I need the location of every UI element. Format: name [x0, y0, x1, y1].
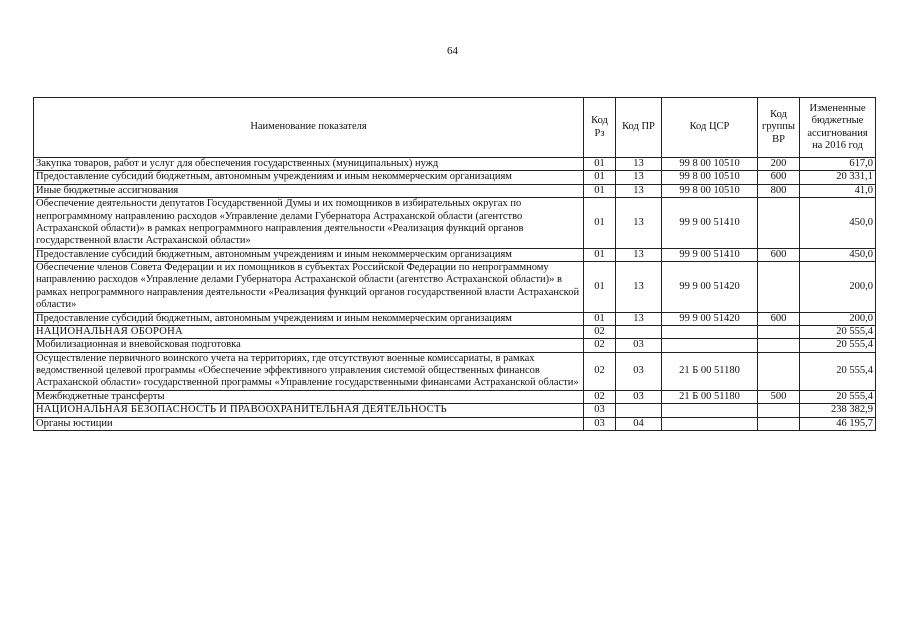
- cell-rz: 02: [584, 339, 616, 352]
- cell-rz: 02: [584, 352, 616, 390]
- cell-pr: 03: [616, 390, 662, 403]
- cell-rz: 02: [584, 325, 616, 338]
- table-row: [34, 417, 876, 430]
- cell-name: Предоставление субсидий бюджетным, автономным учреждениям и иным некоммерческим организациям: [34, 171, 584, 184]
- cell-vr: [758, 339, 800, 352]
- cell-amount: 20 555,4: [800, 339, 876, 352]
- cell-csr: 99 9 00 51410: [662, 198, 758, 249]
- cell-vr: 800: [758, 184, 800, 197]
- page-number: 64: [447, 45, 458, 57]
- cell-rz: 01: [584, 198, 616, 249]
- cell-vr: 600: [758, 312, 800, 325]
- cell-rz: 03: [584, 404, 616, 417]
- cell-amount: 238 382,9: [800, 404, 876, 417]
- cell-amount: 450,0: [800, 248, 876, 261]
- cell-name: НАЦИОНАЛЬНАЯ БЕЗОПАСНОСТЬ И ПРАВООХРАНИТЕЛЬНАЯ ДЕЯТЕЛЬНОСТЬ: [34, 404, 584, 417]
- cell-vr: [758, 198, 800, 249]
- cell-amount: 20 555,4: [800, 352, 876, 390]
- table-row: [34, 339, 876, 352]
- table-row: [34, 404, 876, 417]
- cell-pr: 13: [616, 158, 662, 171]
- cell-csr: 99 9 00 51420: [662, 312, 758, 325]
- cell-vr: [758, 352, 800, 390]
- cell-vr: 600: [758, 248, 800, 261]
- cell-csr: 21 Б 00 51180: [662, 390, 758, 403]
- cell-name: Закупка товаров, работ и услуг для обеспечения государственных (муниципальных) нужд: [34, 158, 584, 171]
- cell-amount: 41,0: [800, 184, 876, 197]
- table-row: [34, 352, 876, 390]
- cell-rz: 02: [584, 390, 616, 403]
- cell-csr: 99 8 00 10510: [662, 184, 758, 197]
- cell-csr: 21 Б 00 51180: [662, 352, 758, 390]
- cell-pr: 04: [616, 417, 662, 430]
- cell-amount: 450,0: [800, 198, 876, 249]
- cell-amount: 20 555,4: [800, 325, 876, 338]
- table-row: [34, 390, 876, 403]
- cell-csr: [662, 325, 758, 338]
- cell-vr: 500: [758, 390, 800, 403]
- cell-vr: [758, 417, 800, 430]
- cell-pr: 13: [616, 198, 662, 249]
- table-row: [34, 198, 876, 249]
- cell-rz: 01: [584, 158, 616, 171]
- cell-amount: 20 555,4: [800, 390, 876, 403]
- cell-pr: 03: [616, 352, 662, 390]
- cell-vr: [758, 262, 800, 313]
- cell-csr: [662, 339, 758, 352]
- cell-csr: [662, 404, 758, 417]
- table-row: [34, 184, 876, 197]
- cell-pr: [616, 325, 662, 338]
- cell-vr: [758, 404, 800, 417]
- table-body: [34, 158, 876, 431]
- header-rz: Код Рз: [584, 98, 616, 158]
- cell-rz: 01: [584, 312, 616, 325]
- cell-name: Иные бюджетные ассигнования: [34, 184, 584, 197]
- cell-amount: 20 331,1: [800, 171, 876, 184]
- cell-name: Осуществление первичного воинского учета на территориях, где отсутствуют военные комиссариаты, в рамках ведомственной целевой программы «Обеспечение эффективного управления системой общественных финансов Астраханской области» государственной программы «Управление государственными финансами Астраханской области»: [34, 352, 584, 390]
- header-vr: Код группы ВР: [758, 98, 800, 158]
- cell-vr: 600: [758, 171, 800, 184]
- cell-name: Обеспечение членов Совета Федерации и их помощников в субъектах Российской Федерации по непрограммному направлению расходов «Управление делами Губернатора Астраханской области (агентство Астраханской области)» в рамках непрограммного направления деятельности «Реализация функций органов государственной власти Астраханской области»: [34, 262, 584, 313]
- cell-csr: 99 8 00 10510: [662, 158, 758, 171]
- cell-vr: [758, 325, 800, 338]
- cell-name: Предоставление субсидий бюджетным, автономным учреждениям и иным некоммерческим организациям: [34, 312, 584, 325]
- table-row: [34, 312, 876, 325]
- cell-name: Мобилизационная и вневойсковая подготовка: [34, 339, 584, 352]
- cell-amount: 617,0: [800, 158, 876, 171]
- cell-csr: [662, 417, 758, 430]
- cell-pr: 13: [616, 248, 662, 261]
- header-amount: Измененные бюджетные ассигнования на 2016 год: [800, 98, 876, 158]
- cell-name: Обеспечение деятельности депутатов Государственной Думы и их помощников в избирательных округах по непрограммному направлению расходов «Управление делами Губернатора Астраханской области (агентство Астраханской области)» в рамках непрограммного направления деятельности «Реализация функций органов государственной власти Астраханской области»: [34, 198, 584, 249]
- table-row: [34, 158, 876, 171]
- table-row: [34, 171, 876, 184]
- cell-rz: 01: [584, 248, 616, 261]
- cell-csr: 99 9 00 51420: [662, 262, 758, 313]
- table-row: [34, 262, 876, 313]
- budget-table: [33, 97, 876, 431]
- cell-csr: 99 8 00 10510: [662, 171, 758, 184]
- header-csr: Код ЦСР: [662, 98, 758, 158]
- cell-pr: 13: [616, 171, 662, 184]
- cell-amount: 200,0: [800, 262, 876, 313]
- cell-pr: 13: [616, 184, 662, 197]
- cell-rz: 03: [584, 417, 616, 430]
- cell-name: Органы юстиции: [34, 417, 584, 430]
- table-header-row: [34, 98, 876, 158]
- cell-rz: 01: [584, 171, 616, 184]
- cell-name: Предоставление субсидий бюджетным, автономным учреждениям и иным некоммерческим организациям: [34, 248, 584, 261]
- cell-pr: 13: [616, 312, 662, 325]
- cell-pr: 03: [616, 339, 662, 352]
- cell-rz: 01: [584, 184, 616, 197]
- cell-name: Межбюджетные трансферты: [34, 390, 584, 403]
- cell-pr: [616, 404, 662, 417]
- table-row: [34, 248, 876, 261]
- cell-rz: 01: [584, 262, 616, 313]
- cell-csr: 99 9 00 51410: [662, 248, 758, 261]
- cell-amount: 46 195,7: [800, 417, 876, 430]
- cell-amount: 200,0: [800, 312, 876, 325]
- header-pr: Код ПР: [616, 98, 662, 158]
- cell-pr: 13: [616, 262, 662, 313]
- cell-name: НАЦИОНАЛЬНАЯ ОБОРОНА: [34, 325, 584, 338]
- table-row: [34, 325, 876, 338]
- header-name: Наименование показателя: [34, 98, 584, 158]
- cell-vr: 200: [758, 158, 800, 171]
